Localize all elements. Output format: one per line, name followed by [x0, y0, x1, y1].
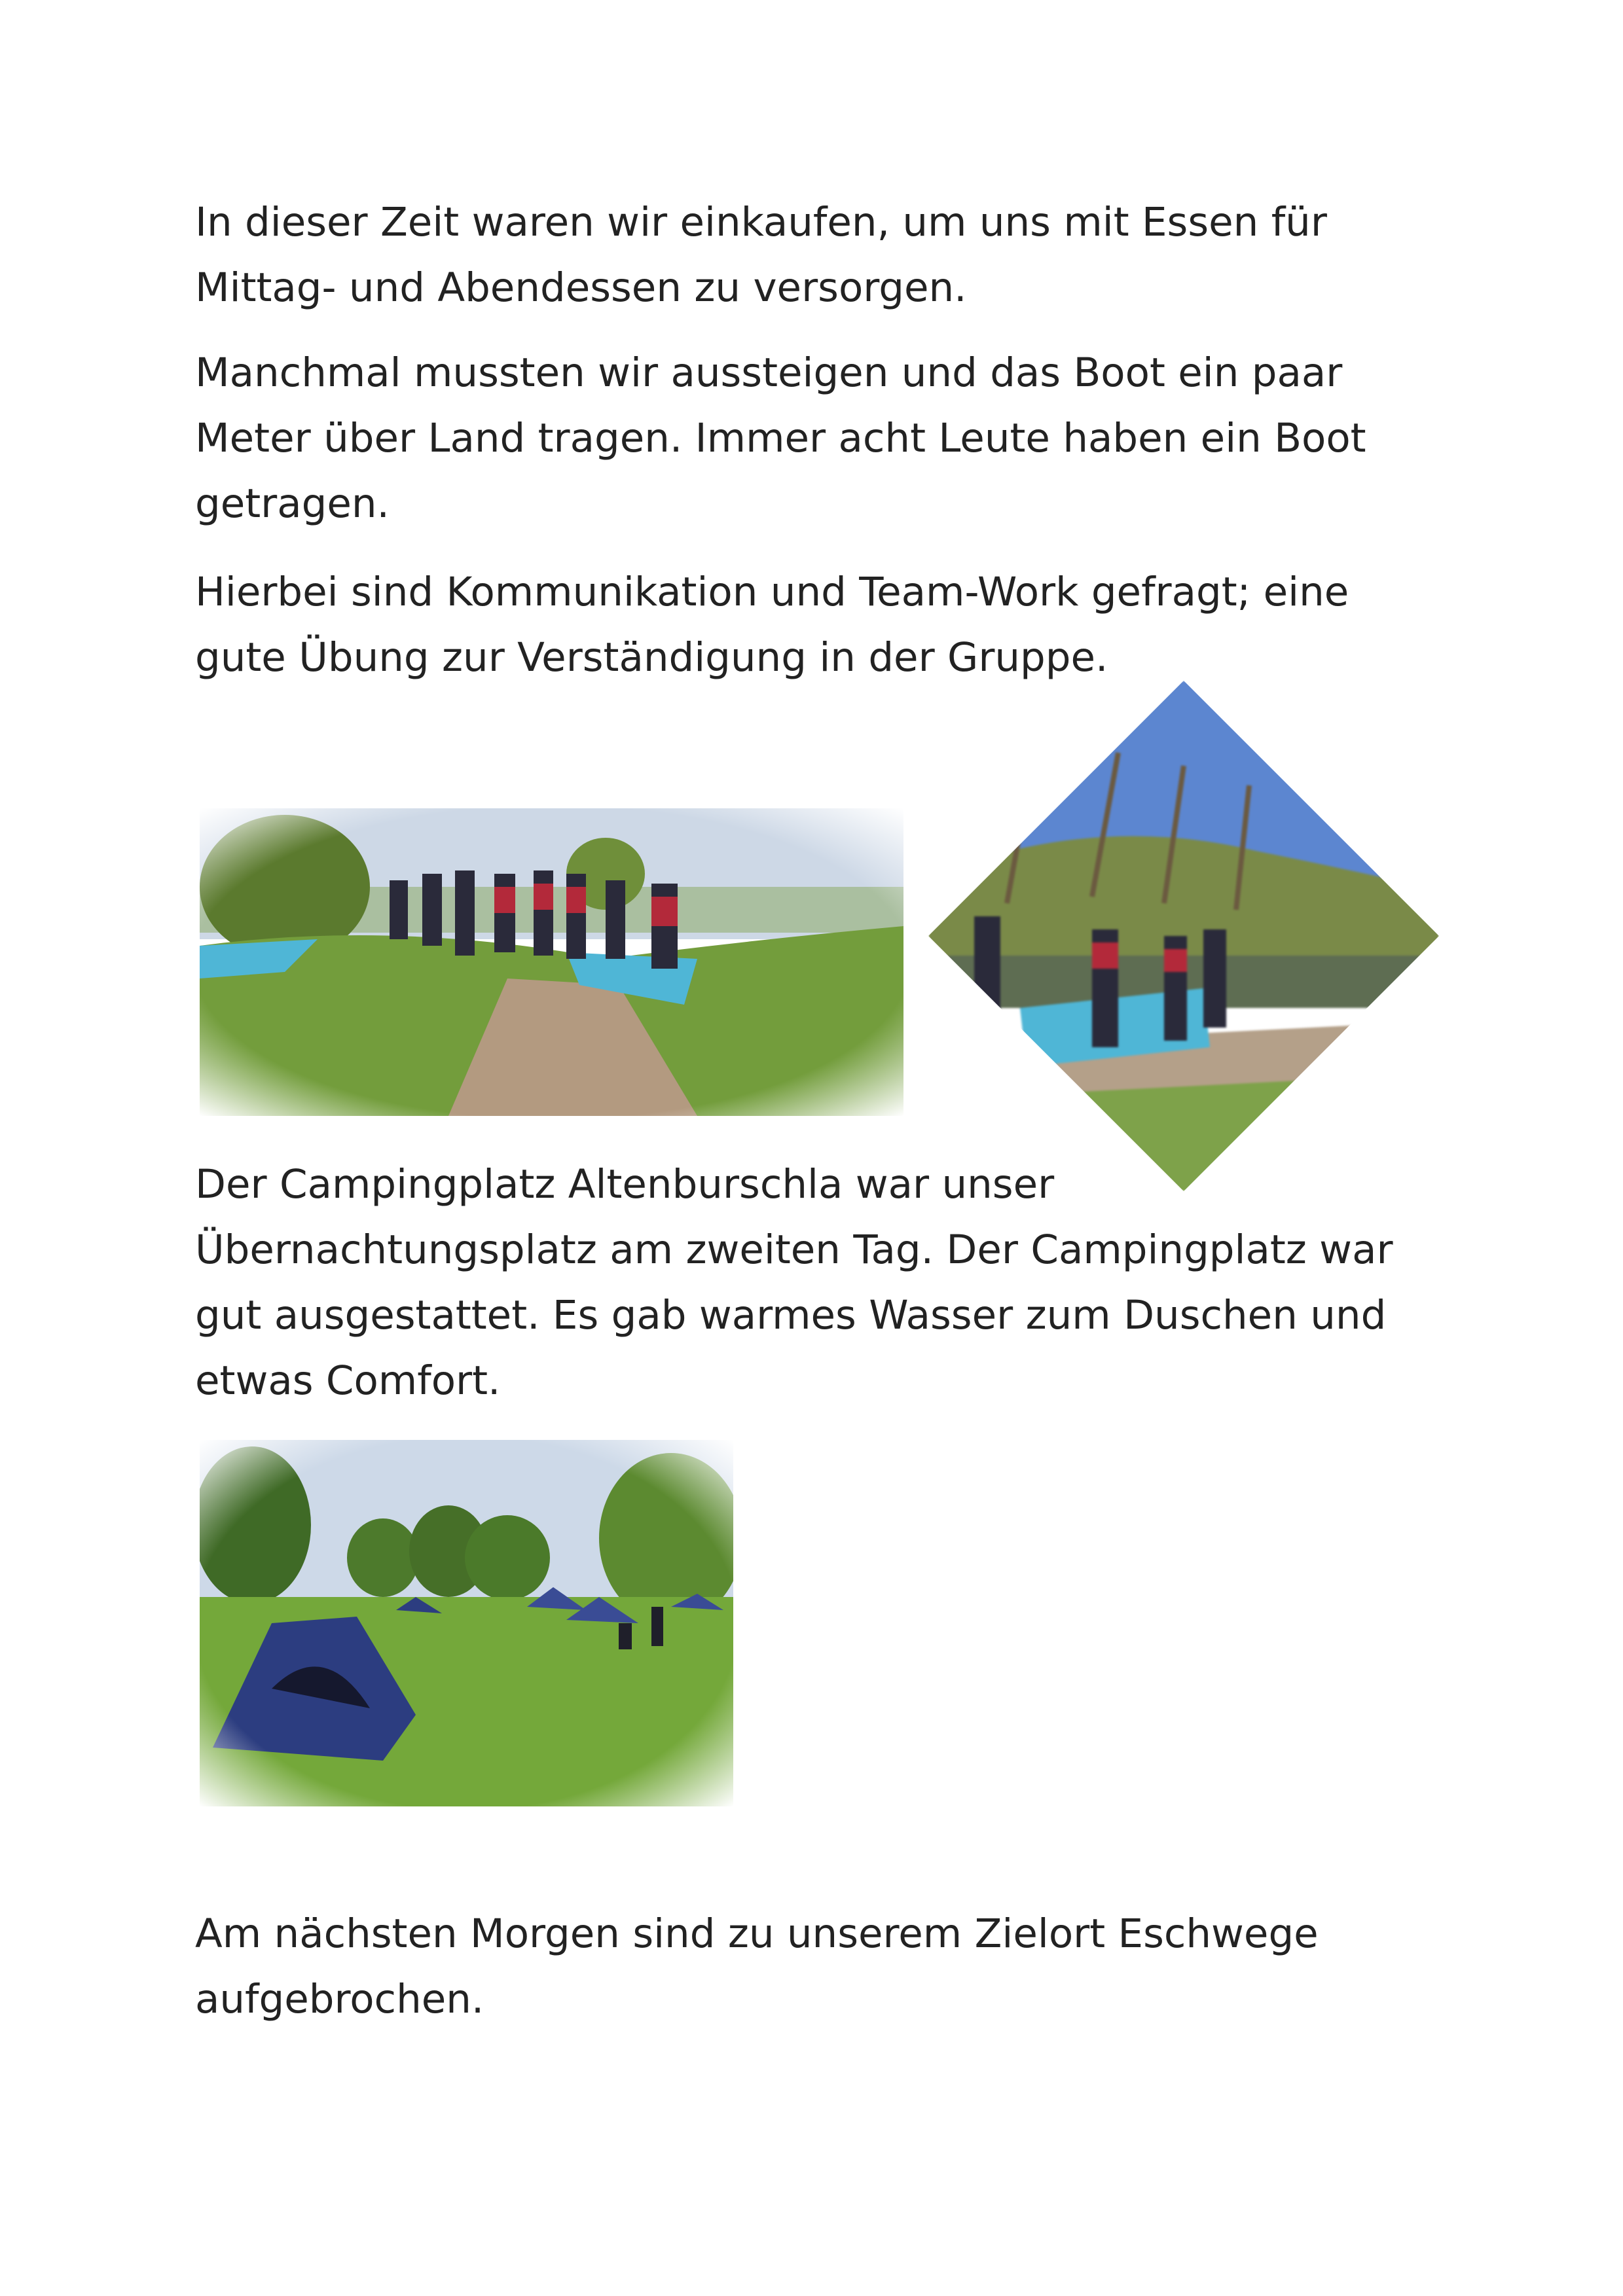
photo-campsite-tents	[200, 1440, 733, 1806]
paragraph-departure	[195, 1901, 1478, 2032]
text-line: Der Campingplatz Altenburschla war unser	[195, 1161, 1055, 1208]
text-line: gute Übung zur Verständigung in der Gruppe.	[195, 634, 1108, 681]
text-line: gut ausgestattet. Es gab warmes Wasser zum Duschen und	[195, 1292, 1387, 1338]
text-line: In dieser Zeit waren wir einkaufen, um uns mit Essen für	[195, 199, 1327, 245]
photo-riverside-boat-carry	[928, 681, 1439, 1191]
paragraph-teamwork	[195, 560, 1478, 691]
text-line: Mittag- und Abendessen zu versorgen.	[195, 264, 967, 311]
paragraph-boat-carrying	[195, 340, 1478, 537]
photo-riverside-diamond	[928, 681, 1439, 1191]
text-line: Hierbei sind Kommunikation und Team-Work gefragt; eine	[195, 569, 1349, 615]
text-line: Übernachtungsplatz am zweiten Tag. Der Campingplatz war	[195, 1227, 1393, 1273]
text-line: Am nächsten Morgen sind zu unserem Zielort Eschwege	[195, 1910, 1319, 1957]
paragraph-shopping	[195, 190, 1478, 321]
text-line: Meter über Land tragen. Immer acht Leute haben ein Boot	[195, 415, 1366, 461]
photo-group-carrying-boat	[200, 808, 903, 1116]
text-line: etwas Comfort.	[195, 1357, 501, 1404]
text-line: getragen.	[195, 480, 390, 527]
paragraph-campsite	[195, 1152, 1478, 1414]
text-line: aufgebrochen.	[195, 1976, 484, 2022]
text-line: Manchmal mussten wir aussteigen und das Boot ein paar	[195, 350, 1343, 396]
